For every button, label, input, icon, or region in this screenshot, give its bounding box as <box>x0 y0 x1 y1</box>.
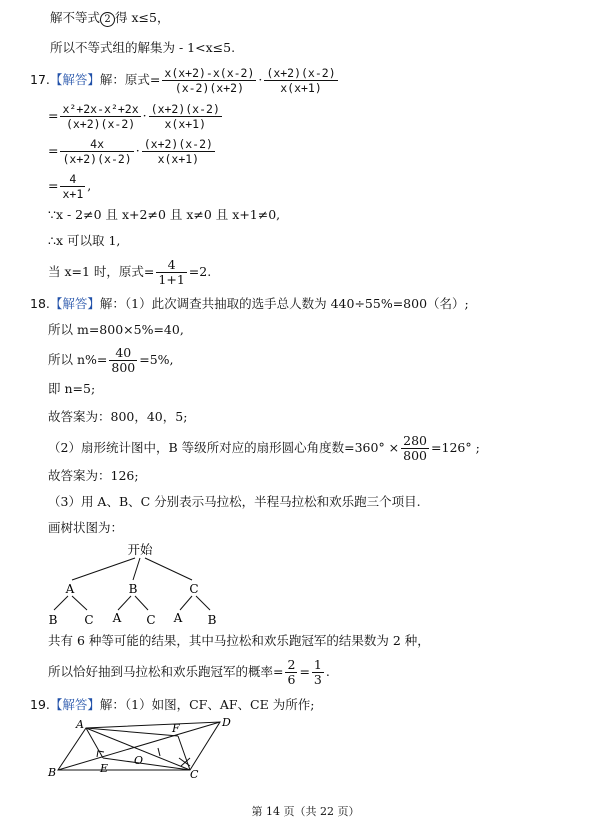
question-number: 17. <box>30 72 50 87</box>
label-c: C <box>190 768 199 781</box>
answer-tag: 【解答】 <box>49 296 100 311</box>
q18-line11 <box>48 658 330 687</box>
fraction <box>109 346 137 375</box>
tree-l2-node: C <box>84 613 94 627</box>
tree-l2-node: A <box>173 611 183 625</box>
fraction <box>285 658 297 687</box>
segment-ae <box>86 728 103 758</box>
denominator: x(x+1) <box>164 117 207 131</box>
text: 所以恰好抽到马拉松和欢乐跑冠军的概率= <box>48 664 284 679</box>
line-solution-set: 所以不等式组的解集为 - 1<x≤5. <box>50 40 236 55</box>
fraction <box>60 172 85 201</box>
numerator: 1 <box>313 657 322 672</box>
q17-result <box>48 258 211 287</box>
label-f: F <box>172 722 180 735</box>
text: =2. <box>188 264 212 279</box>
fraction <box>149 102 222 131</box>
tick-mark <box>158 748 160 756</box>
numerator: 4x <box>60 137 133 152</box>
tree-edge <box>54 596 68 610</box>
label-o: O <box>134 754 144 767</box>
denominator: (x+2)(x-2) <box>62 152 132 166</box>
q18-line7: 故答案为：126; <box>48 468 139 483</box>
denominator: 800 <box>403 448 428 463</box>
text: =5%, <box>139 352 174 367</box>
tree-edge <box>133 558 140 580</box>
question-number: 19. <box>30 697 50 712</box>
text: = <box>299 664 310 679</box>
tree-edge <box>196 596 210 610</box>
denominator: x(x+1) <box>280 81 322 95</box>
q17-line3 <box>48 137 217 166</box>
text: , <box>87 178 92 193</box>
fraction <box>142 137 215 166</box>
fraction <box>162 66 256 95</box>
fraction <box>60 102 140 131</box>
denominator: x(x+1) <box>157 152 200 166</box>
text: = <box>48 108 59 123</box>
text: 解：（1）如图，CF、AF、CE 为所作; <box>99 697 315 712</box>
numerator: (x+2)(x-2) <box>266 66 336 80</box>
answer-tag: 【解答】 <box>49 697 100 712</box>
q18-line1 <box>30 296 469 312</box>
line-solve-ineq-2 <box>50 10 169 27</box>
tree-l2-node: B <box>48 613 58 627</box>
q18-line2: 所以 m=800×5%=40, <box>48 322 184 337</box>
q17-line2 <box>48 102 224 131</box>
tree-edge <box>180 596 192 610</box>
tree-l2-node: A <box>112 611 122 625</box>
tree-edge <box>135 596 148 610</box>
label-e: E <box>100 762 109 775</box>
q18-line8: （3）用 A、B、C 分别表示马拉松，半程马拉松和欢乐跑三个项目. <box>48 494 421 509</box>
fraction <box>401 434 429 463</box>
numerator: 280 <box>403 433 428 448</box>
q18-line10: 共有 6 种等可能的结果，其中马拉松和欢乐跑冠军的结果数为 2 种， <box>48 633 430 648</box>
numerator: 4 <box>156 258 186 273</box>
dot: · <box>142 108 147 123</box>
question-number: 18. <box>30 296 50 311</box>
q17-condition: ∵x - 2≠0 且 x+2≠0 且 x≠0 且 x+1≠0, <box>48 207 281 222</box>
geometry-figure <box>40 712 240 782</box>
denominator: x+1 <box>62 187 84 201</box>
numerator: (x+2)(x-2) <box>143 137 213 151</box>
fraction <box>156 258 186 287</box>
numerator: 40 <box>109 346 137 361</box>
tree-l1-node: B <box>128 582 138 596</box>
q17-take-value: ∴x 可以取 1, <box>48 233 121 248</box>
fraction <box>312 658 324 687</box>
tree-l1-node: A <box>65 582 75 596</box>
label-d: D <box>222 716 231 729</box>
tree-edge <box>118 596 131 610</box>
text: 所以 n%= <box>48 352 108 367</box>
page-footer: 第 14 页（共 22 页） <box>251 805 360 818</box>
denominator: 800 <box>111 360 136 375</box>
text: = <box>48 178 59 193</box>
circled-number: 2 <box>100 12 115 27</box>
text: . <box>325 664 330 679</box>
label-b: B <box>48 766 57 779</box>
label-a: A <box>76 718 84 731</box>
fraction <box>60 137 133 166</box>
numerator: 2 <box>287 657 296 672</box>
numerator: 4 <box>60 172 85 187</box>
segment-af <box>86 728 178 736</box>
segment-ce <box>103 758 190 770</box>
numerator: x(x+2)-x(x-2) <box>164 66 255 80</box>
text: 解：原式= <box>99 72 161 87</box>
tree-l1-node: C <box>189 582 199 596</box>
tree-edge <box>145 558 192 580</box>
denominator: 6 <box>287 672 296 687</box>
tree-root: 开始 <box>127 542 153 557</box>
numerator: (x+2)(x-2) <box>150 102 220 116</box>
text: （2）扇形统计图中，B 等级所对应的扇形圆心角度数=360° × <box>48 440 400 455</box>
text: 得 x≤5， <box>115 10 170 25</box>
dot: · <box>258 72 263 87</box>
numerator: x²+2x-x²+2x <box>62 102 139 116</box>
denominator: 3 <box>313 672 322 687</box>
text: = <box>48 143 59 158</box>
text: 当 x=1 时，原式= <box>48 264 155 279</box>
fraction <box>264 66 337 95</box>
tree-l2-node: C <box>146 613 156 627</box>
dot: · <box>135 143 140 158</box>
tree-edge <box>72 596 87 610</box>
text: 解不等式 <box>50 10 101 25</box>
q19-line1 <box>30 697 314 713</box>
tree-diagram <box>40 540 240 635</box>
q18-line3 <box>48 346 174 375</box>
denominator: 1+1 <box>158 272 185 287</box>
q18-line5: 故答案为：800，40，5; <box>48 409 188 424</box>
q18-line9: 画树状图为： <box>48 520 124 535</box>
tree-edge <box>72 558 135 580</box>
denominator: (x+2)(x-2) <box>65 117 136 131</box>
q17-line1 <box>30 66 340 95</box>
text: 解：（1）此次调查共抽取的选手总人数为 440÷55%=800（名）; <box>99 296 469 311</box>
denominator: (x-2)(x+2) <box>174 81 245 95</box>
text: =126° ; <box>431 440 480 455</box>
q18-line4: 即 n=5; <box>48 381 96 396</box>
tree-l2-node: B <box>207 613 217 627</box>
q18-line6 <box>48 434 480 463</box>
q17-line4 <box>48 172 91 201</box>
answer-tag: 【解答】 <box>49 72 100 87</box>
